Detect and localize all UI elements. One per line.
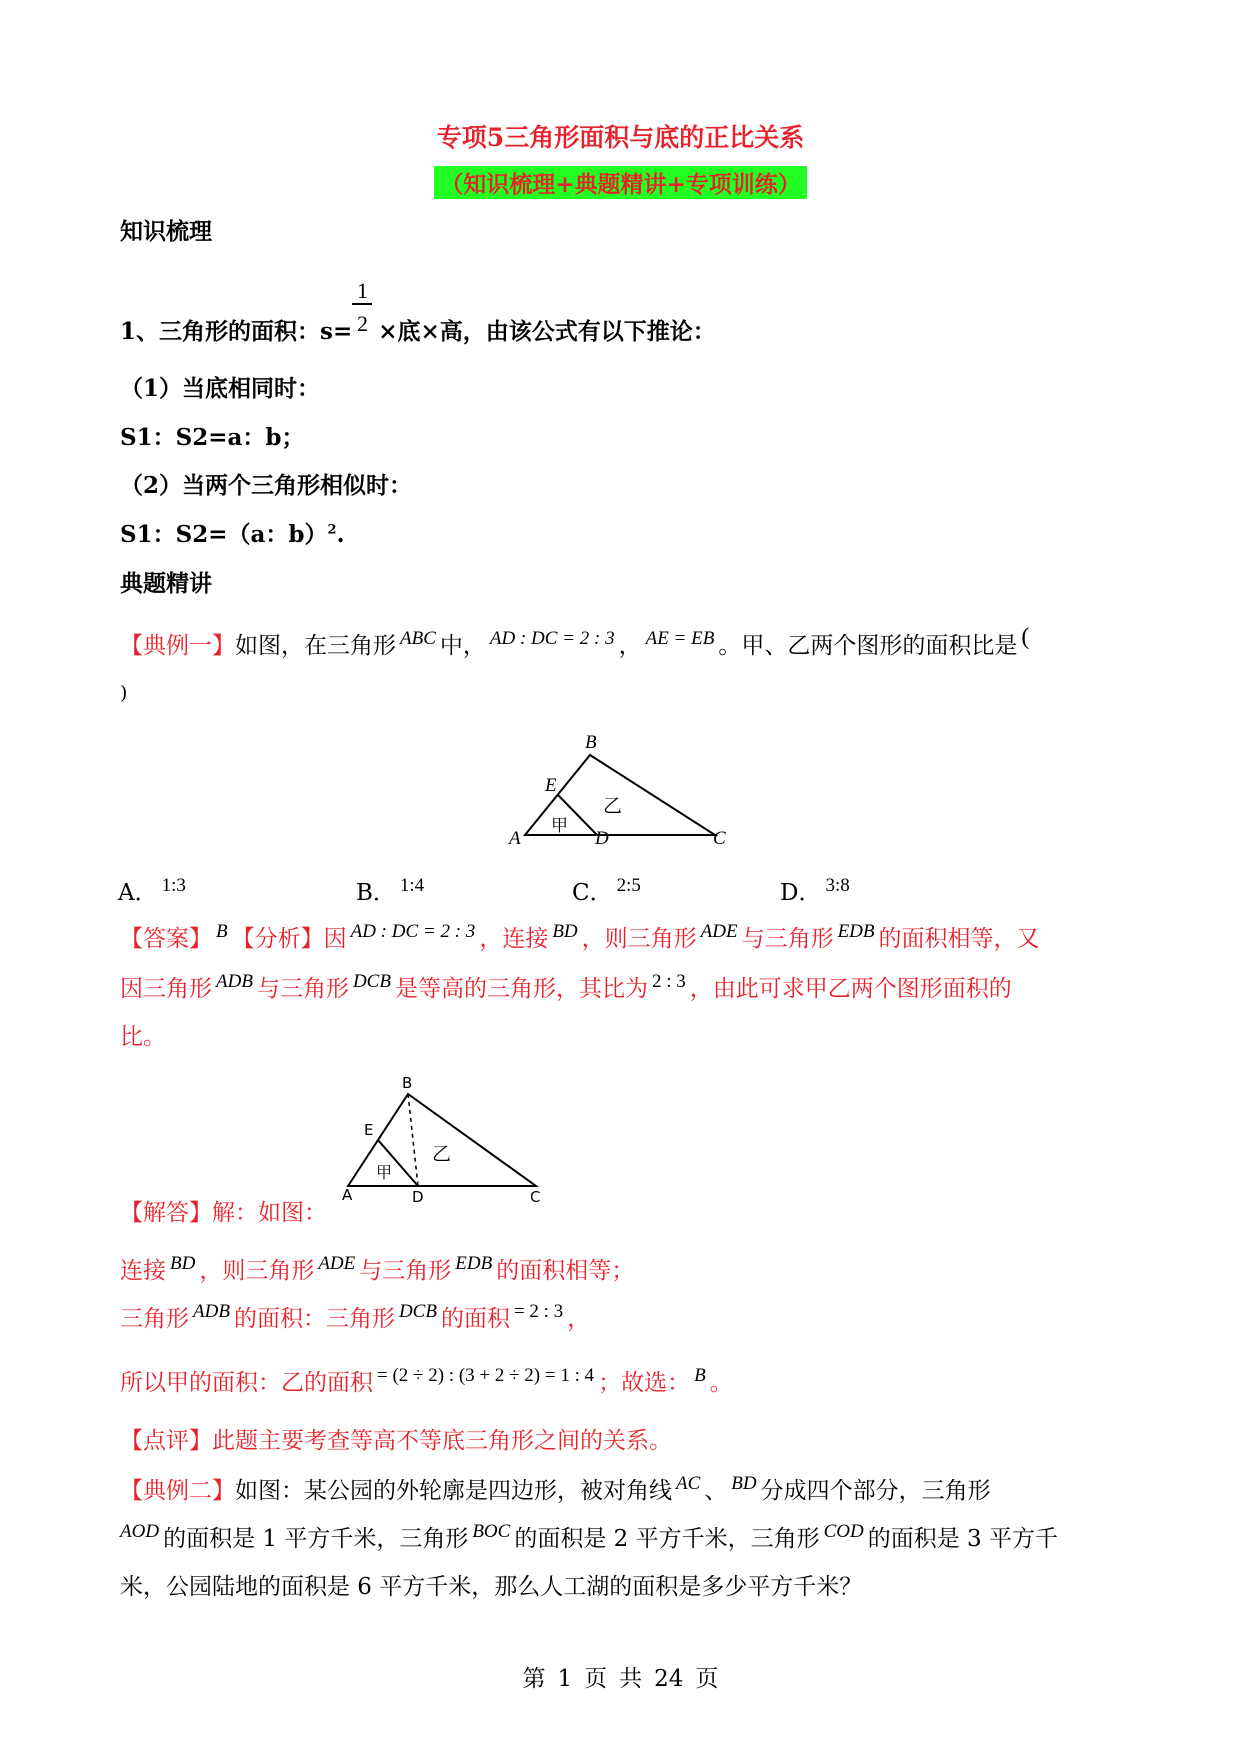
fig2-label-b: B (402, 1074, 413, 1092)
math-adb: ADB (216, 971, 253, 992)
solution-text: 的面积 (440, 1306, 510, 1332)
math-bd: BD (552, 921, 578, 942)
math-bd: BD (170, 1253, 196, 1274)
comment-text: 此题主要考查等高不等底三角形之间的关系。 (212, 1428, 672, 1454)
example2-text: 分成四个部分，三角形 (760, 1478, 991, 1504)
solution-text: 与三角形 (359, 1258, 452, 1284)
solution-line-1 (120, 1253, 635, 1286)
answer-paren-close: ) (120, 682, 128, 704)
solution-text: 三角形 (120, 1306, 189, 1332)
option-value: 1:3 (161, 875, 186, 896)
case2-exponent: 2 (327, 522, 337, 538)
math-ratio: = 2 : 3 (513, 1301, 564, 1322)
option-b[interactable] (356, 875, 428, 908)
math-adb: ADB (193, 1301, 230, 1322)
math-edb: EDB (837, 921, 875, 942)
fig1-label-yi: 乙 (603, 795, 623, 817)
math-ratio: 2 : 3 (651, 971, 686, 992)
footer-page-total: 24 (654, 1666, 684, 1692)
math-ratio: AD : DC = 2 : 3 (350, 921, 476, 942)
math-dcb: DCB (398, 1301, 437, 1322)
figure-triangle-2 (336, 1072, 546, 1202)
example2-line-1 (120, 1473, 991, 1506)
example2-tag: 【典例二】 (120, 1478, 235, 1504)
fig2-label-e: E (364, 1121, 374, 1139)
fig1-label-c: C (713, 828, 726, 849)
fig1-label-e: E (545, 775, 557, 796)
math-aod: AOD (120, 1521, 160, 1542)
solution-text: ， (567, 1306, 591, 1332)
example1-line (120, 624, 1033, 661)
fig2-label-a: A (342, 1186, 353, 1202)
section-heading-knowledge: 知识梳理 (120, 218, 212, 245)
fig2-label-jia: 甲 (376, 1163, 393, 1182)
analysis-line-1 (120, 921, 1040, 954)
footer-text: 第 (522, 1666, 546, 1692)
option-letter: C． (572, 880, 613, 906)
formula-prefix: 1、三角形的面积：s= (120, 318, 353, 345)
option-value: 2:5 (616, 875, 641, 896)
footer-text: 共 (619, 1666, 643, 1692)
math-ratio: AD : DC = 2 : 3 (489, 628, 615, 649)
fig1-label-b: B (585, 732, 597, 753)
analysis-text: ，由此可求甲乙两个图形面积的 (689, 976, 1012, 1002)
solution-text: 所以甲的面积：乙的面积 (120, 1370, 373, 1396)
solution-text: 的面积：三角形 (233, 1306, 395, 1332)
solution-text: 连接 (120, 1258, 166, 1284)
comment-line (120, 1428, 672, 1456)
solution-intro-text: 解：如图： (212, 1200, 327, 1226)
answer-paren-open: ( (1021, 624, 1030, 650)
solution-line-2 (120, 1301, 591, 1334)
option-letter: A． (118, 880, 158, 906)
section-heading-examples: 典题精讲 (120, 570, 212, 597)
formula-line (120, 318, 716, 346)
case2-period: . (336, 521, 345, 548)
math-cod: COD (823, 1521, 864, 1542)
formula-suffix: ×底×高，由该公式有以下推论： (378, 318, 716, 345)
math-ac: AC (676, 1473, 701, 1494)
case2-relation (120, 521, 345, 549)
solution-tag: 【解答】 (120, 1200, 212, 1226)
example2-text: 如图：某公园的外轮廓是四边形，被对角线 (235, 1478, 672, 1504)
example2-line-3: 米，公园陆地的面积是 6 平方千米，那么人工湖的面积是多少平方千米？ (120, 1574, 863, 1600)
page-footer (0, 1660, 1241, 1693)
fraction-numerator: 1 (357, 278, 368, 303)
footer-text: 页 (695, 1666, 719, 1692)
option-c[interactable] (572, 875, 645, 908)
math-bd: BD (731, 1473, 757, 1494)
subtitle (0, 166, 1241, 199)
footer-text: 页 (584, 1666, 608, 1692)
analysis-text: 是等高的三角形，其比为 (394, 976, 648, 1002)
analysis-text: 与三角形 (256, 976, 349, 1002)
figure-triangle-1 (505, 725, 735, 850)
solution-text: 。 (709, 1370, 733, 1396)
example1-text: 。甲、乙两个图形的面积比是 (718, 633, 1018, 659)
fig2-label-d: D (412, 1188, 424, 1202)
page-title: 专项5三角形面积与底的正比关系 (436, 123, 805, 152)
example1-tag: 【典例一】 (120, 633, 235, 659)
fig2-label-c: C (530, 1188, 541, 1202)
option-d[interactable] (780, 875, 854, 908)
example2-text: 的面积是 2 平方千米，三角形 (514, 1526, 820, 1552)
math-edb: EDB (455, 1253, 493, 1274)
option-value: 1:4 (399, 875, 425, 896)
solution-line-3 (120, 1365, 733, 1398)
analysis-text: ，连接 (479, 926, 549, 952)
example2-text: 的面积是 3 平方千 (867, 1526, 1058, 1552)
analysis-text: 与三角形 (741, 926, 834, 952)
case1-heading: （1）当底相同时： (120, 375, 321, 402)
example1-text: 中， (439, 633, 486, 659)
subtitle-highlight: （知识梳理+典题精讲+专项训练） (434, 166, 807, 199)
analysis-tag: 【分析】 (231, 926, 324, 952)
solution-intro (120, 1200, 327, 1228)
solution-text: 的面积相等； (496, 1258, 635, 1284)
solution-text: ，则三角形 (199, 1258, 315, 1284)
footer-page-number: 1 (557, 1666, 573, 1692)
fig1-label-jia: 甲 (551, 816, 568, 836)
analysis-text: 因三角形 (120, 976, 212, 1002)
analysis-text: 因 (323, 926, 347, 952)
analysis-line-3: 比。 (120, 1024, 166, 1050)
option-a[interactable] (118, 875, 190, 908)
case1-relation: S1：S2=a：b； (120, 424, 305, 451)
math-calculation: = (2 ÷ 2) : (3 + 2 ÷ 2) = 1 : 4 (377, 1365, 595, 1386)
fig1-label-d: D (595, 828, 609, 849)
example2-text: 、 (704, 1478, 728, 1504)
example2-text: 的面积是 1 平方千米，三角形 (163, 1526, 469, 1552)
option-value: 3:8 (825, 875, 850, 896)
fraction-bar (352, 303, 372, 305)
option-letter: B． (356, 880, 396, 906)
analysis-line-2 (120, 971, 1012, 1004)
example2-line-2 (120, 1521, 1058, 1554)
math-boc: BOC (472, 1521, 511, 1542)
analysis-text: 的面积相等，又 (878, 926, 1040, 952)
math-abc: ABC (400, 628, 436, 649)
example1-text: ， (618, 633, 642, 659)
fig1-label-a: A (509, 828, 521, 849)
answer-value: B (216, 921, 228, 942)
analysis-text: ，则三角形 (581, 926, 697, 952)
option-letter: D． (780, 880, 822, 906)
fraction-denominator: 2 (357, 311, 368, 336)
example1-text: 如图，在三角形 (235, 633, 396, 659)
math-answer-b: B (694, 1365, 706, 1386)
fig2-label-yi: 乙 (432, 1143, 452, 1165)
case2-relation-text: S1：S2=（a：b） (120, 521, 328, 548)
solution-text: ；故选： (598, 1370, 691, 1396)
math-equal: AE = EB (645, 628, 715, 649)
answer-tag: 【答案】 (120, 926, 212, 952)
math-ade: ADE (700, 921, 738, 942)
math-ade: ADE (318, 1253, 356, 1274)
math-dcb: DCB (352, 971, 391, 992)
comment-tag: 【点评】 (120, 1428, 212, 1454)
case2-heading: （2）当两个三角形相似时： (120, 472, 413, 499)
